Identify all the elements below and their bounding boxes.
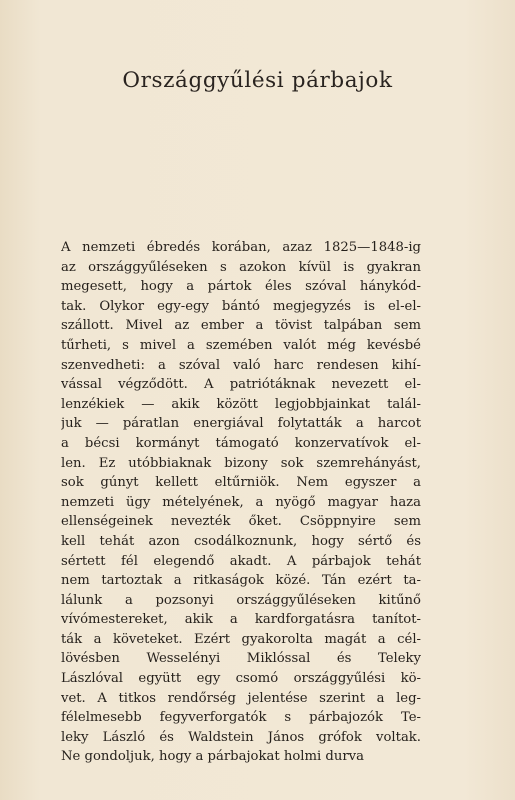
text-line: nem tartoztak a ritkaságok közé. Tán ezért ta- xyxy=(61,573,421,589)
text-line: kell tehát azon csodálkoznunk, hogy sértő és xyxy=(61,533,421,549)
text-line: len. Ez utóbbiaknak bizony sok szemrehányást, xyxy=(61,455,421,471)
text-line: tűrheti, s mivel a szemében valót még kevésbé xyxy=(61,337,421,353)
text-line: vívómestereket, akik a kardforgatásra tanítot- xyxy=(61,612,421,628)
text-line: félelmesebb fegyverforgatók s párbajozók Te- xyxy=(61,710,421,726)
text-line: vással végződött. A patriótáknak nevezett el- xyxy=(61,377,421,393)
chapter-body xyxy=(61,238,421,767)
text-line: nemzeti ügy mételyének, a nyögő magyar haza xyxy=(61,494,421,510)
text-line: az országgyűléseken s azokon kívül is gyakran xyxy=(61,259,421,275)
text-line: ták a követeket. Ezért gyakorolta magát a cél- xyxy=(61,631,421,647)
text-line: megesett, hogy a pártok éles szóval hánykód- xyxy=(61,279,421,295)
chapter-title: Országgyűlési párbajok xyxy=(122,68,393,93)
text-line: juk — páratlan energiával folytatták a harcot xyxy=(61,416,421,432)
text-line: A nemzeti ébredés korában, azaz 1825—1848-ig xyxy=(61,240,421,255)
text-line: szenvedheti: a szóval való harc rendesen kihí- xyxy=(61,357,421,373)
text-line: szállott. Mivel az ember a tövist talpában sem xyxy=(61,318,421,334)
text-line: Lászlóval együtt egy csomó országgyűlési kö- xyxy=(61,671,421,687)
text-line: a bécsi kormányt támogató konzervatívok el- xyxy=(61,435,421,451)
text-line: sok gúnyt kellett eltűrniök. Nem egyszer a xyxy=(61,475,421,491)
text-line: sértett fél elegendő akadt. A párbajok tehát xyxy=(61,553,421,569)
text-line: vet. A titkos rendőrség jelentése szerint a leg- xyxy=(61,690,421,706)
text-line: lálunk a pozsonyi országgyűléseken kitűnő xyxy=(61,592,421,608)
text-line: lenzékiek — akik között legjobbjainkat talál- xyxy=(61,396,421,412)
text-line: lövésben Wesselényi Miklóssal és Teleky xyxy=(61,651,421,667)
text-line: leky László és Waldstein János grófok voltak. xyxy=(61,729,421,745)
text-line: Ne gondoljuk, hogy a párbajokat holmi durva xyxy=(61,749,364,765)
text-line: ellenségeinek nevezték őket. Csöppnyire sem xyxy=(61,514,421,530)
text-line: tak. Olykor egy-egy bántó megjegyzés is el-el- xyxy=(61,298,421,314)
